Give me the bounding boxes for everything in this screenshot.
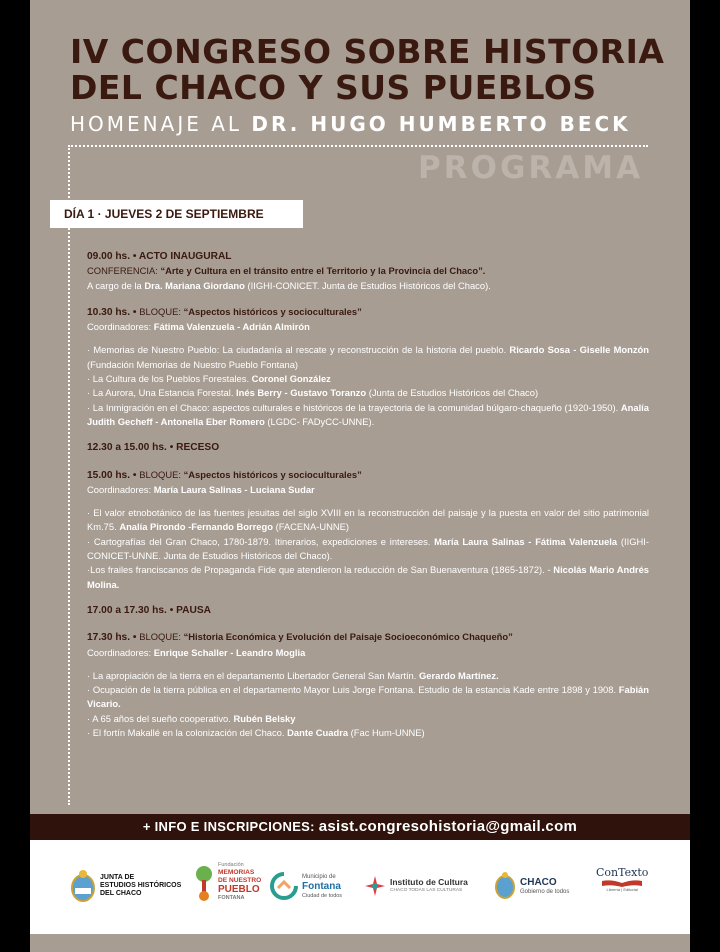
list-item	[87, 372, 649, 386]
item-affiliation: (IIGHI-CONICET-UNNE. Junta de Estudios Históricos del Chaco).	[87, 535, 649, 562]
coord-names: Enrique Schaller - Leandro Moglia	[153, 646, 306, 658]
star-burst-icon	[364, 875, 386, 897]
coat-of-arms-icon	[70, 868, 96, 904]
logo-text: ConTexto	[596, 866, 649, 879]
list-item	[87, 726, 649, 740]
dotted-divider-vertical	[68, 145, 70, 805]
item-authors: Ricardo Sosa - Giselle Monzón	[509, 344, 649, 356]
session-2-title: “Aspectos históricos y socioculturales”	[183, 305, 362, 317]
bottom-strip	[30, 944, 690, 952]
item-text: ·Los frailes franciscanos de Propaganda Fide que atendieron la reducción de San Buenaventura (1865-1872). -	[87, 564, 554, 576]
honoree-name: DR. HUGO HUMBERTO BECK	[251, 112, 631, 136]
logo-text: Librería | Editorial	[606, 887, 638, 892]
item-text: · La Cultura de los Pueblos Forestales.	[87, 373, 252, 385]
logo-gobierno-chaco	[494, 866, 569, 906]
subtitle	[70, 112, 631, 136]
item-text: · La Inmigración en el Chaco: aspectos culturales e históricos de la trayectoria de la comunidad búlgaro-chaqueño (1920-1950).	[87, 401, 621, 413]
list-item	[87, 712, 649, 726]
speaker-affiliation: (IIGHI-CONICET. Junta de Estudios Históricos del Chaco).	[244, 279, 491, 291]
item-authors: Inés Berry - Gustavo Toranzo	[236, 387, 367, 399]
coord-names: Fátima Valenzuela - Adrián Almirón	[153, 321, 310, 333]
day-date: JUEVES 2 DE SEPTIEMBRE	[104, 207, 264, 221]
item-text: · Memorias de Nuestro Pueblo: La ciudadanía al rescate y reconstrucción de la historia del pueblo.	[87, 344, 510, 356]
session-1-time: 09.00 hs. • ACTO INAUGURAL	[87, 251, 232, 262]
list-item	[87, 669, 649, 683]
logo-memorias-pueblo	[194, 862, 261, 902]
list-item	[87, 401, 649, 430]
title-line-2: DEL CHACO Y SUS PUEBLOS	[70, 68, 597, 107]
item-authors: Analía Pirondo -Fernando Borrego	[119, 521, 273, 533]
logo-instituto-cultura	[364, 866, 468, 906]
conference-title: “Arte y Cultura en el tránsito entre el Territorio y la Provincia del Chaco”.	[160, 265, 486, 277]
contact-email-link[interactable]: asist.congresohistoria@gmail.com	[318, 818, 578, 835]
list-item	[87, 563, 649, 592]
item-authors: Fabián Vicario.	[87, 684, 649, 710]
list-item	[87, 683, 649, 712]
logo-text: Ciudad de todos	[302, 892, 343, 899]
pausa-line: 17.00 a 17.30 hs. • PAUSA	[87, 604, 211, 616]
subtitle-prefix: HOMENAJE AL	[70, 112, 243, 136]
session-4-time: 17.30 hs. •	[87, 632, 140, 644]
bloque-label: BLOQUE:	[139, 468, 184, 480]
session-3-header	[87, 468, 649, 483]
item-affiliation: (Fundación Memorias de Nuestro Pueblo Fontana)	[87, 358, 299, 370]
conference-line	[87, 264, 649, 278]
logo-text: Fundación	[218, 861, 244, 868]
day-banner	[50, 200, 303, 228]
conference-speaker	[87, 279, 649, 293]
logo-text: DEL CHACO	[100, 890, 142, 897]
item-text: · El fortín Makallé en la colonización del Chaco.	[87, 727, 288, 739]
logo-contexto	[596, 866, 648, 906]
chaco-shield-icon	[494, 871, 516, 901]
logo-text: FONTANA	[218, 895, 245, 901]
poster	[30, 0, 690, 952]
item-affiliation: (Junta de Estudios Históricos del Chaco)	[366, 387, 539, 399]
logo-text: Instituto de Cultura	[390, 877, 468, 887]
item-text: · El valor etnobotánico de las fuentes jesuitas del siglo XVIII en la reconstrucción del paisaje y la puesta en valor del sitio patrimonial Km.75.	[87, 507, 649, 533]
bloque-label: BLOQUE:	[139, 631, 184, 643]
session-3-title: “Aspectos históricos y socioculturales”	[183, 468, 362, 480]
dotted-divider-horizontal	[68, 145, 648, 147]
receso-line: 12.30 a 15.00 hs. • RECESO	[87, 442, 220, 454]
item-affiliation: (Fac Hum-UNNE)	[348, 727, 425, 739]
item-affiliation: (LGDC- FADyCC-UNNE).	[264, 415, 375, 427]
session-4-header	[87, 630, 649, 645]
logo-text: Gobierno de todos	[520, 888, 570, 895]
logo-text: DE NUESTRO	[218, 876, 262, 884]
coord-label: Coordinadores:	[87, 483, 154, 495]
info-bar	[30, 814, 690, 840]
item-text: · Ocupación de la tierra pública en el departamento Mayor Luis Jorge Fontana. Estudio de la estancia Kade entre 1898 y 1908.	[87, 684, 619, 696]
item-text: · Cartografías del Gran Chaco, 1780-1879. Itinerarios, expediciones e intereses.	[87, 535, 435, 547]
book-icon	[600, 879, 644, 887]
coord-label: Coordinadores:	[87, 321, 154, 333]
item-authors: María Laura Salinas - Fátima Valenzuela	[434, 535, 618, 547]
session-3-coordinators	[87, 483, 649, 497]
list-item	[87, 343, 649, 372]
list-item	[87, 535, 649, 564]
item-authors: Nicolás Mario Andrés Molina.	[87, 564, 649, 590]
session-3-time: 15.00 hs. •	[87, 469, 140, 481]
fontana-emblem-icon	[270, 872, 298, 900]
session-2-time: 10.30 hs. •	[87, 306, 140, 318]
program-content	[87, 250, 649, 740]
info-label: + INFO E INSCRIPCIONES:	[142, 819, 319, 834]
logo-text: JUNTA DE	[100, 874, 135, 881]
bloque-label: BLOQUE:	[139, 305, 184, 317]
item-text: · La Aurora, Una Estancia Forestal.	[87, 387, 237, 399]
logo-municipio-fontana	[270, 866, 342, 906]
conference-label: CONFERENCIA:	[87, 265, 161, 277]
session-2-header	[87, 305, 649, 320]
logo-text: MEMORIAS	[218, 869, 255, 876]
logo-text: ESTUDIOS HISTÓRICOS	[100, 882, 182, 889]
coord-label: Coordinadores:	[87, 646, 154, 658]
item-authors: Dante Cuadra	[287, 727, 349, 739]
logo-junta-estudios	[70, 866, 181, 906]
logo-text: Municipio de	[302, 873, 336, 880]
session-4-coordinators	[87, 646, 649, 660]
list-item	[87, 386, 649, 400]
sponsor-logos	[30, 840, 690, 934]
item-authors: Coronel González	[251, 373, 331, 385]
session-4-title: “Historia Económica y Evolución del Paisaje Socioeconómico Chaqueño”	[183, 631, 513, 643]
item-authors: Analía Judith Gecheff - Antonella Eber Romero	[87, 401, 649, 427]
title-line-1: IV CONGRESO SOBRE HISTORIA	[70, 32, 665, 71]
logo-text: CHACO	[520, 876, 557, 888]
item-affiliation: (FACENA-UNNE)	[272, 521, 350, 533]
item-text: · A 65 años del sueño cooperativo.	[87, 712, 234, 724]
session-2-coordinators	[87, 320, 649, 334]
logo-text: CHACO TODAS LAS CULTURAS	[390, 888, 463, 893]
logo-text: PUEBLO	[218, 884, 260, 895]
programa-heading: PROGRAMA	[418, 150, 644, 186]
tree-icon	[194, 862, 214, 902]
item-authors: Rubén Belsky	[233, 712, 296, 724]
speaker-name: Dra. Mariana Giordano	[144, 279, 245, 291]
coord-names: María Laura Salinas - Luciana Sudar	[153, 483, 315, 495]
speaker-prefix: A cargo de la	[87, 279, 145, 291]
item-text: · La apropiación de la tierra en el departamento Libertador General San Martín.	[87, 669, 419, 681]
day-prefix: DÍA 1 ·	[64, 207, 105, 221]
logo-text: Fontana	[302, 880, 341, 892]
list-item	[87, 506, 649, 535]
item-authors: Gerardo Martínez.	[418, 669, 499, 681]
